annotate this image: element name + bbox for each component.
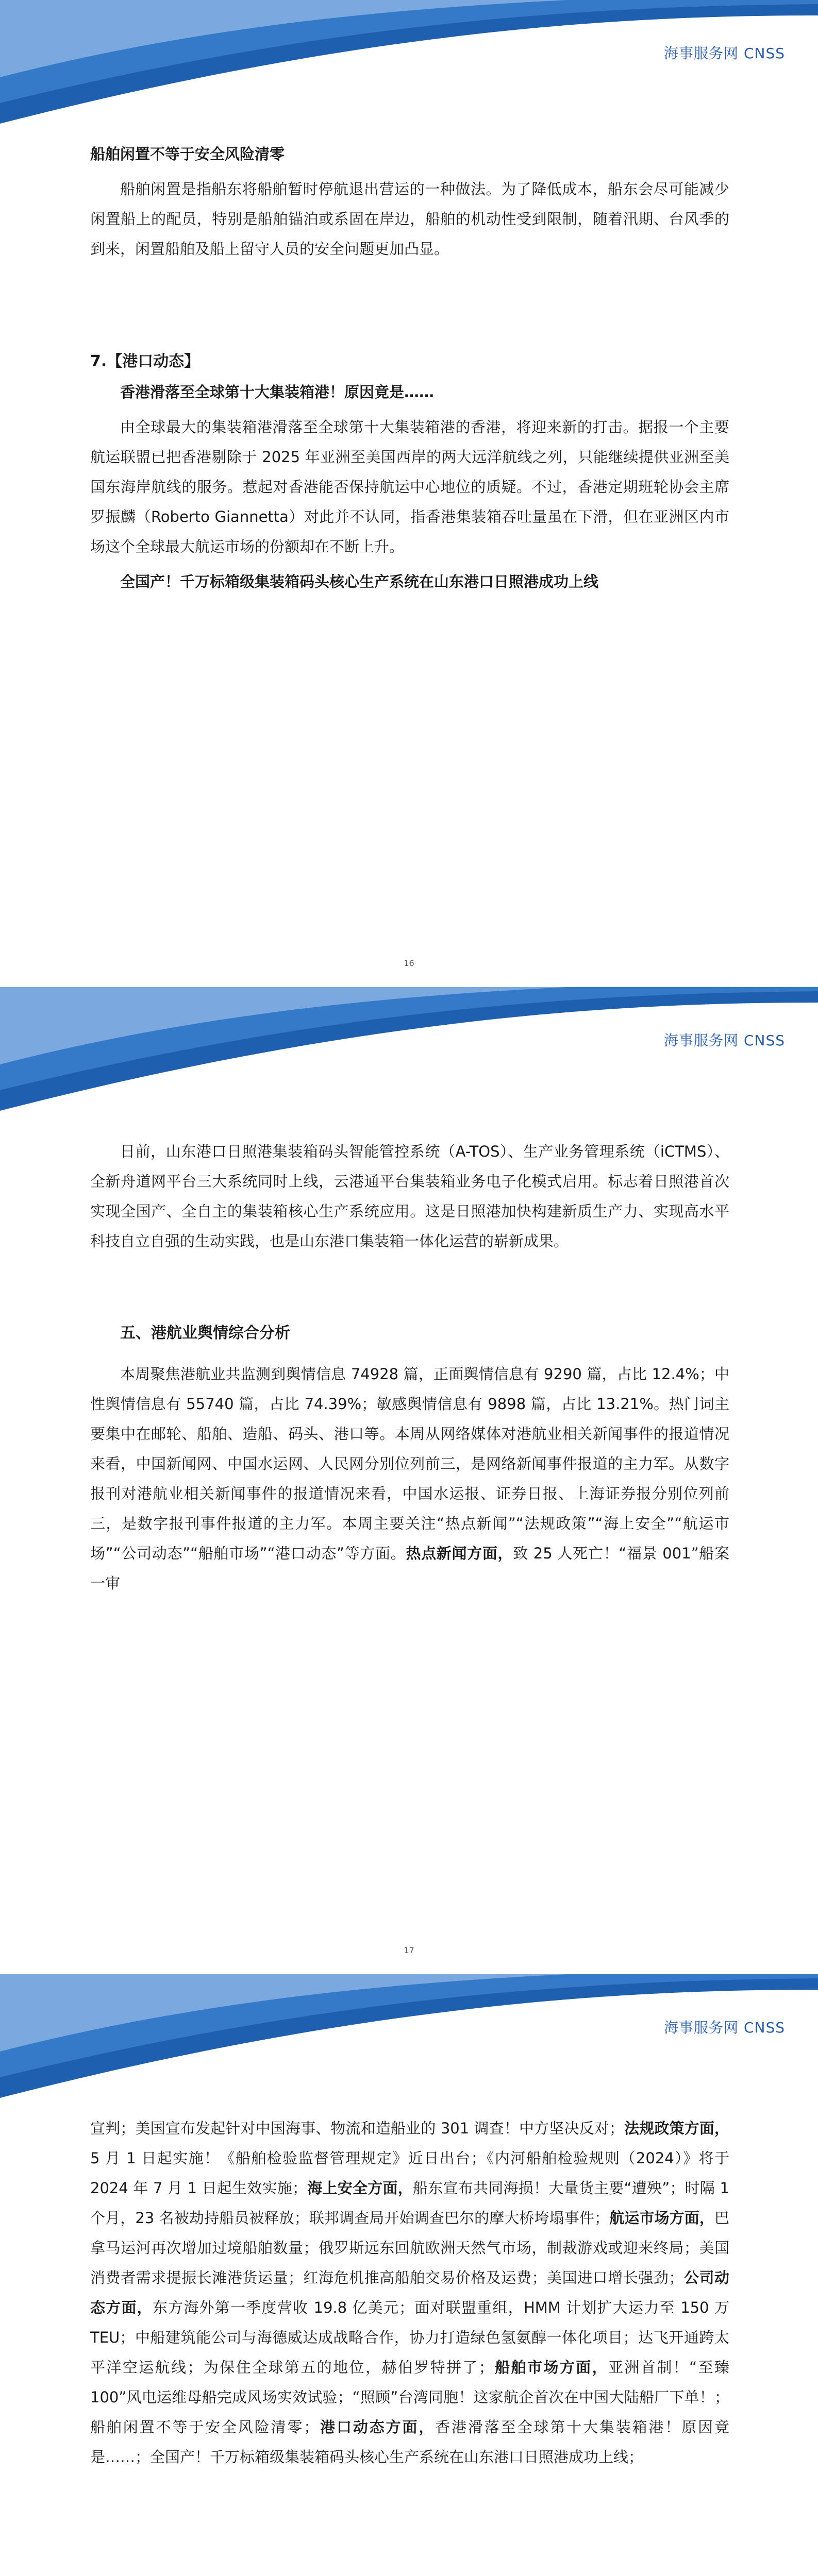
- news-paragraph-rizhao: 日前，山东港口日照港集装箱码头智能管控系统（A-TOS）、生产业务管理系统（iCTMS）、全新舟道网平台三大系统同时上线，云港通平台集装箱业务电子化模式启用。标志着日照港首次实现全国产、全自主的集装箱核心生产系统应用。这是日照港加快构建新质生产力、实现高水平科技自立自强的生动实践，也是山东港口集装箱一体化运营的崭新成果。: [90, 1143, 729, 1250]
- summary-maritime-safety: 船东宣布共同海损！大量货主要“遭殃”；时隔 1 个月，23 名被劫持船员被释放；联邦调查局开始调查巴尔的摩大桥垮塌事件；: [90, 2179, 729, 2227]
- brand-label: 海事服务网 CNSS: [664, 1032, 785, 1049]
- summary-company-news: 东方海外第一季度营收 19.8 亿美元；面对联盟重组，HMM 计划扩大运力至 150 万 TEU；中船建筑能公司与海德威达成战略合作，协力打造绿色氢氨醇一体化项目；达飞开通跨太平洋空运航线；为保住全球第五的地位，赫伯罗特拼了；: [90, 2299, 729, 2376]
- page-17-content: [90, 1137, 729, 1603]
- news-heading-hongkong: 香港滑落至全球第十大集装箱港！原因竟是……: [120, 383, 435, 401]
- section-port-news: 7.【港口动态】: [90, 352, 200, 370]
- page-16-content: [90, 139, 729, 602]
- section-sentiment-analysis: 五、港航业舆情综合分析: [120, 1324, 290, 1342]
- summary-shipping-market: 巴拿马运河再次增加过境船舶数量；俄罗斯远东回航欧洲天然气市场，制裁游戏或迎来终局；美国消费者需求提振长滩港货运量；红海危机推高船舶交易价格及运费；美国进口增长强劲；: [90, 2209, 729, 2286]
- news-heading-rizhao: 全国产！千万标箱级集装箱码头核心生产系统在山东港口日照港成功上线: [120, 573, 599, 590]
- news-heading-ship-idle: 船舶闲置不等于安全风险清零: [90, 145, 285, 163]
- news-paragraph-hongkong: 由全球最大的集装箱港滑落至全球第十大集装箱港的香港，将迎来新的打击。据报一个主要航运联盟已把香港剔除于 2025 年亚洲至美国西岸的两大远洋航线之列，只能继续提供亚洲至美国东海岸航线的服务。惹起对香港能否保持航运中心地位的质疑。不过，香港定期班轮协会主席罗振麟（Roberto Giannetta）对此并不认同，指香港集装箱吞吐量虽在下滑，但在亚洲区内市场这个全球最大航运市场的份额却在不断上升。: [90, 418, 729, 555]
- page-header-banner: [0, 0, 818, 124]
- page-header-banner: [0, 1974, 818, 2098]
- summary-port-news: 香港滑落至全球第十大集装箱港！原因竟是……；全国产！千万标箱级集装箱码头核心生产系统在山东港口日照港成功上线；: [90, 2418, 729, 2466]
- summary-ship-market: 亚洲首制！“至臻 100”风电运维母船完成风场实效试验；“照顾”台湾同胞！这家航企首次在中国大陆船厂下单！；船舶闲置不等于安全风险清零；: [90, 2359, 729, 2436]
- summary-hot-news: 宣判；美国宣布发起针对中国海事、物流和造船业的 301 调查！中方坚决反对；: [90, 2120, 624, 2137]
- hot-news-text: 致 25 人死亡！“福景 001”船案一审: [90, 1545, 729, 1592]
- sentiment-summary-paragraph: [90, 2113, 729, 2472]
- label-regulation: 法规政策方面，: [624, 2120, 729, 2137]
- page-16: [0, 0, 818, 987]
- label-company-news: 公司动态方面，: [90, 2269, 729, 2316]
- page-18-content: [90, 2113, 729, 2477]
- news-paragraph-ship-idle: 船舶闲置是指船东将船舶暂时停航退出营运的一种做法。为了降低成本，船东会尽可能减少闲置船上的配员，特别是船舶锚泊或系固在岸边，船舶的机动性受到限制，随着汛期、台风季的到来，闲置船舶及船上留守人员的安全问题更加凸显。: [90, 180, 729, 258]
- label-ship-market: 船舶市场方面，: [493, 2359, 609, 2376]
- label-port-news: 港口动态方面，: [319, 2418, 436, 2436]
- page-18: [0, 1974, 818, 2576]
- hot-news-label: 热点新闻方面，: [406, 1545, 513, 1562]
- summary-regulation: 5 月 1 日起实施！《船舶检验监督管理规定》近日出台；《内河船舶检验规则（2024）》将于 2024 年 7 月 1 日起生效实施；: [90, 2149, 729, 2197]
- label-maritime-safety: 海上安全方面，: [307, 2179, 413, 2197]
- sentiment-text: 本周聚焦港航业共监测到舆情信息 74928 篇，正面舆情信息有 9290 篇，占比 12.4%；中性舆情信息有 55740 篇，占比 74.39%；敏感舆情信息有 9898 篇，占比 13.21%。热门词主要集中在邮轮、船舶、造船、码头、港口等。本周从网络媒体对港航业相关新闻事件的报道情况来看，中国新闻网、中国水运网、人民网分别位列前三，是网络新闻事件报道的主力军。从数字报刊对港航业相关新闻事件的报道情况来看，中国水运报、证券日报、上海证券报分别位列前三，是数字报刊事件报道的主力军。本周主要关注“热点新闻”“法规政策”“海上安全”“航运市场”“公司动态”“船舶市场”“港口动态”等方面。: [90, 1365, 729, 1562]
- page-number: 17: [404, 1945, 414, 1955]
- page-header-banner: [0, 987, 818, 1111]
- page-17: [0, 987, 818, 1974]
- brand-label: 海事服务网 CNSS: [664, 45, 785, 62]
- sentiment-paragraph: [90, 1359, 729, 1598]
- brand-label: 海事服务网 CNSS: [664, 2019, 785, 2036]
- page-number: 16: [404, 958, 414, 968]
- label-shipping-market: 航运市场方面，: [609, 2209, 714, 2227]
